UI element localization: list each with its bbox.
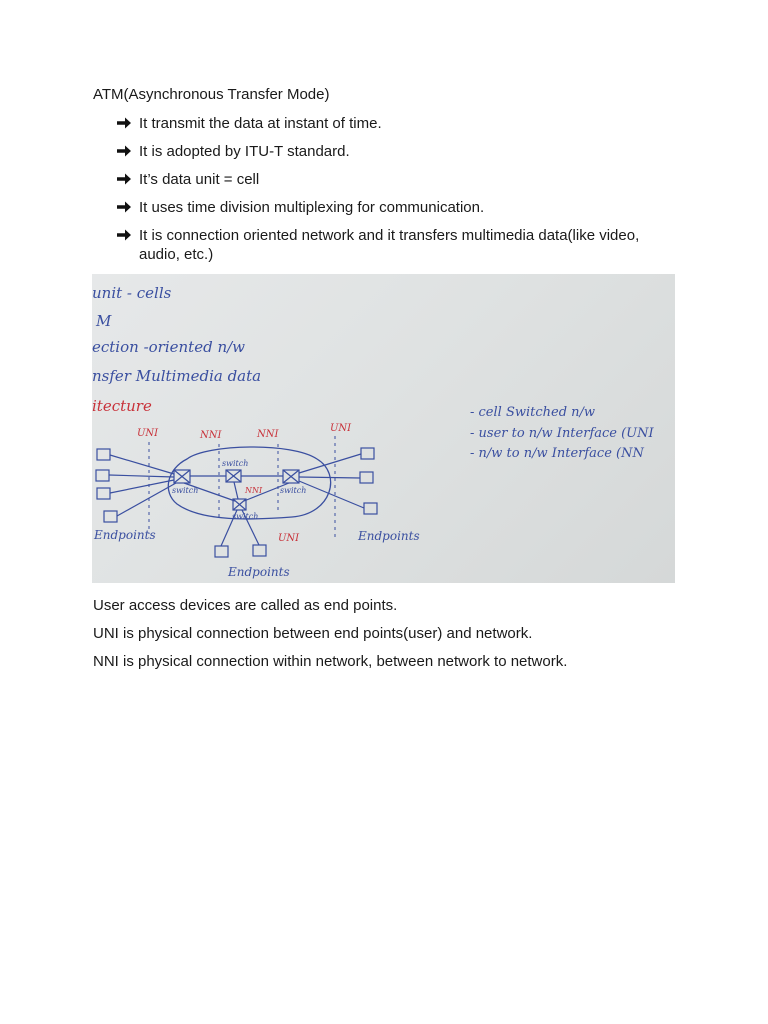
endpoint-box xyxy=(96,470,109,481)
paragraph: NNI is physical connection within network, between network to network. xyxy=(93,653,568,670)
endpoint-box xyxy=(253,545,266,556)
bullet-text: It uses time division multiplexing for communication. xyxy=(139,199,485,216)
note-left: ection -oriented n/w xyxy=(92,338,245,356)
switch-label: switch xyxy=(232,512,259,521)
endpoint-box xyxy=(97,449,110,460)
note-right: - n/w to n/w Interface (NN xyxy=(470,446,644,461)
list-item xyxy=(116,198,676,217)
endpoint-box xyxy=(364,503,377,514)
nni-label: NNI xyxy=(200,430,222,441)
bullet-text: It is connection oriented network and it transfers multimedia data(like video, audio, etc.) xyxy=(139,227,640,263)
endpoint-box xyxy=(361,448,374,459)
endpoint-box xyxy=(360,472,373,483)
note-left: M xyxy=(96,312,112,330)
nni-label: NNI xyxy=(245,486,263,495)
note-left: unit - cells xyxy=(92,284,172,302)
note-right: - user to n/w Interface (UNI xyxy=(470,426,654,441)
bullet-text: It transmit the data at instant of time. xyxy=(139,115,382,132)
endpoints-label: Endpoints xyxy=(358,529,420,543)
bullet-list xyxy=(116,114,676,273)
uni-label: UNI xyxy=(137,428,159,439)
note-right: - cell Switched n/w xyxy=(470,405,596,420)
bullet-text: It’s data unit = cell xyxy=(139,171,260,188)
uni-label: UNI xyxy=(278,533,300,544)
note-left: itecture xyxy=(92,397,152,415)
bullet-text: It is adopted by ITU-T standard. xyxy=(139,143,350,160)
endpoint-box xyxy=(104,511,117,522)
note-left: nsfer Multimedia data xyxy=(92,367,262,385)
endpoints-label: Endpoints xyxy=(228,565,290,579)
document-title: ATM(Asynchronous Transfer Mode) xyxy=(93,86,330,103)
right-arrow-icon xyxy=(116,143,132,159)
right-arrow-icon xyxy=(116,115,132,131)
switch-label: switch xyxy=(222,459,249,468)
endpoint-box xyxy=(215,546,228,557)
atm-network-diagram xyxy=(92,274,675,583)
list-item xyxy=(116,226,676,264)
endpoint-box xyxy=(97,488,110,499)
list-item xyxy=(116,114,676,133)
right-arrow-icon xyxy=(116,199,132,215)
paragraph: User access devices are called as end points. xyxy=(93,597,398,614)
uni-label: UNI xyxy=(330,423,352,434)
paragraph: UNI is physical connection between end points(user) and network. xyxy=(93,625,533,642)
network-cloud xyxy=(168,447,330,519)
right-arrow-icon xyxy=(116,227,132,243)
list-item xyxy=(116,142,676,161)
switch-label: switch xyxy=(280,486,307,495)
nni-label: NNI xyxy=(257,429,279,440)
endpoints-label: Endpoints xyxy=(94,528,156,542)
whiteboard-photo xyxy=(92,274,675,583)
list-item xyxy=(116,170,676,189)
switch-label: switch xyxy=(172,486,199,495)
right-arrow-icon xyxy=(116,171,132,187)
